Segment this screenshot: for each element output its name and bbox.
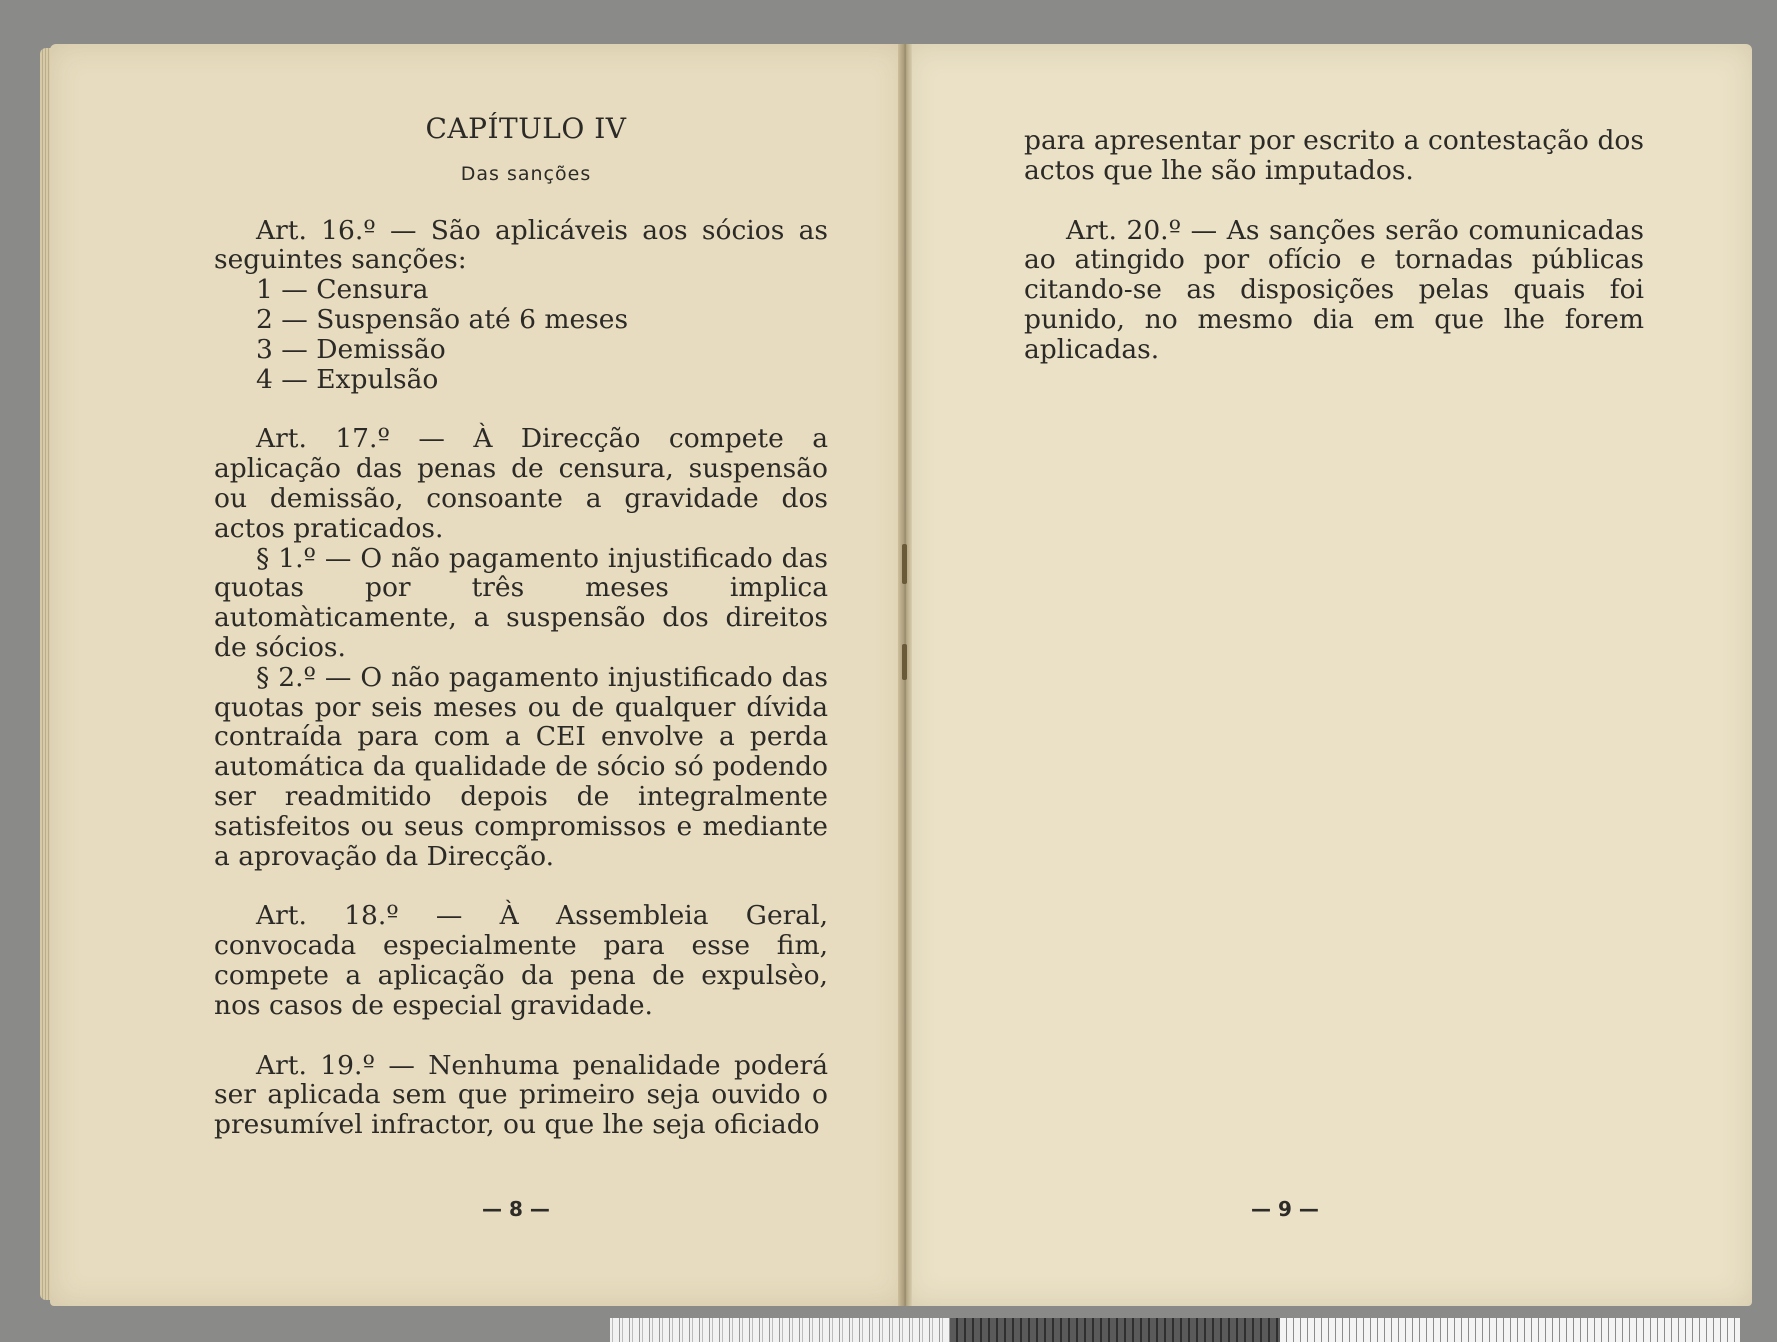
page-number-left: — 8 — xyxy=(482,1197,550,1221)
booklet-spread xyxy=(40,44,1752,1306)
right-page-text xyxy=(1024,126,1644,365)
article-17: Art. 17.º — À Direcção compete a aplicação das penas de censura, suspensão ou demissão, consoante a gravidade dos actos praticados. xyxy=(214,423,828,544)
sanction-item: 1 — Censura xyxy=(256,274,429,306)
sanction-item: 4 — Expulsão xyxy=(256,363,439,395)
ruler-light-band xyxy=(1280,1318,1740,1342)
left-page-text xyxy=(214,114,828,1140)
article-16: Art. 16.º — São aplicáveis aos sócios as seguintes sanções: xyxy=(214,214,828,276)
scale-ruler xyxy=(610,1318,1740,1342)
article-17-paragraph-2: § 2.º — O não pagamento injustificado das quotas por seis meses ou de qualquer dívida contraída para com a CEI envolve a perda automática da qualidade de sócio só podendo ser readmitido depois de integralmente satisfeitos ou seus compromissos e mediante a aprovação da Direcção. xyxy=(214,661,828,872)
chapter-subtitle: Das sanções xyxy=(460,162,592,185)
article-18: Art. 18.º — À Assembleia Geral, convocada especialmente para esse fim, compete a aplicação da pena de expulsèo, nos casos de especial gravidade. xyxy=(214,900,828,1021)
right-page xyxy=(905,44,1752,1306)
page-number-right: — 9 — xyxy=(1251,1197,1319,1221)
article-19: Art. 19.º — Nenhuma penalidade poderá ser aplicada sem que primeiro seja ouvido o presumível infractor, ou que lhe seja oficiado xyxy=(214,1049,828,1141)
article-20: Art. 20.º — As sanções serão comunicadas ao atingido por ofício e tornadas públicas citando-se as disposições pelas quais foi punido, no mesmo dia em que lhe forem aplicadas. xyxy=(1024,214,1644,365)
ruler-dark-band xyxy=(950,1318,1280,1342)
article-17-paragraph-1: § 1.º — O não pagamento injustificado das quotas por três meses implica automàticamente, a suspensão dos direitos de sócios. xyxy=(214,542,828,663)
sanction-item: 3 — Demissão xyxy=(256,333,446,365)
staple-bottom xyxy=(902,644,907,680)
sanction-item: 2 — Suspensão até 6 meses xyxy=(256,303,629,335)
article-19-continuation: para apresentar por escrito a contestação dos actos que lhe são imputados. xyxy=(1024,125,1644,186)
staple-top xyxy=(902,544,907,584)
chapter-title: CAPÍTULO IV xyxy=(425,112,627,145)
left-page xyxy=(50,44,905,1306)
